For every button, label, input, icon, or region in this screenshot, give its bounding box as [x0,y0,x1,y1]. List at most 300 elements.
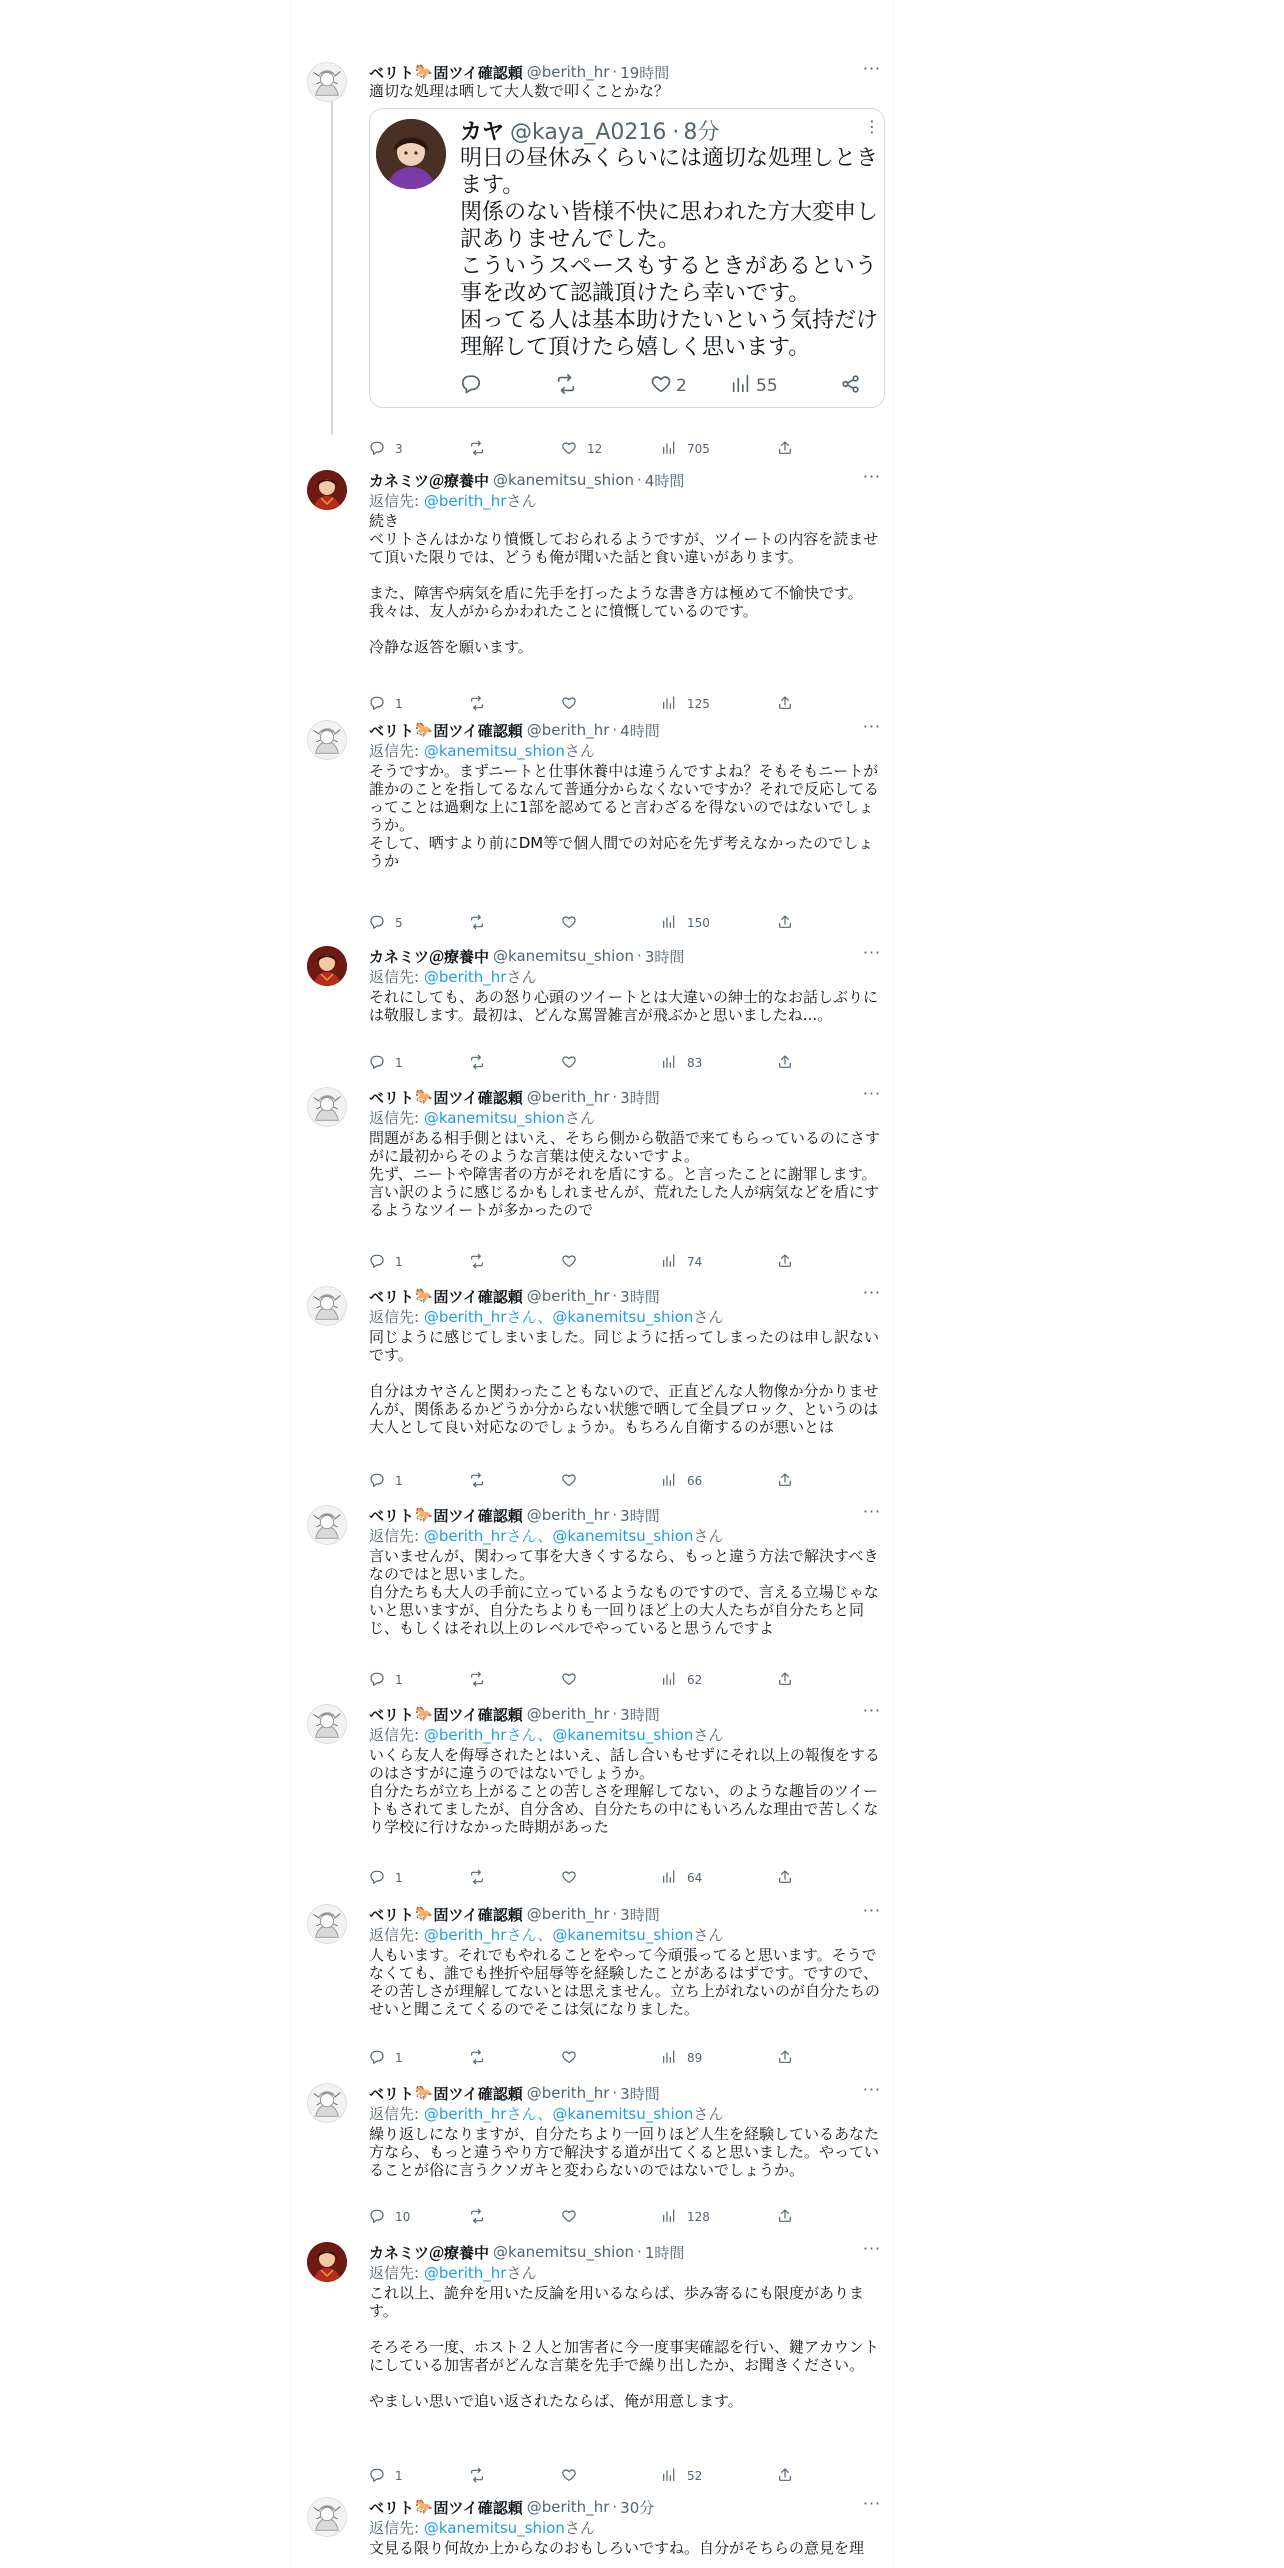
avatar[interactable] [307,470,347,510]
tweet-header [369,1904,885,1924]
user-handle[interactable]: @berith_hr [526,2084,610,2102]
share-icon [777,1671,793,1690]
share-button[interactable] [777,695,793,713]
display-name[interactable]: ベリト [369,63,415,82]
tweet-text [369,2539,881,2557]
retweet-button[interactable] [469,2049,495,2067]
views-icon [661,1054,677,1073]
more-icon[interactable]: ··· [862,467,882,486]
reply-button[interactable] [369,1472,403,1490]
tweet-text-line: 先ず、ニートや障害者の方がそれを盾にする。と言ったことに謝罪します。言い訳のように感じるかもしれませんが、荒れたした人が病気などを盾にするようなツイートが多かったので [369,1165,880,1219]
reply-to-suffix: さん [506,492,537,510]
views-button[interactable] [661,695,710,713]
retweet-button[interactable] [469,695,495,713]
display-name[interactable]: ベリト [369,1905,415,1924]
view-count: 705 [687,442,710,456]
reply-button[interactable] [369,440,403,458]
views-icon [661,2208,677,2227]
tweet-text [369,1946,881,2018]
like-button[interactable] [561,1869,587,1887]
display-name[interactable]: ベリト [369,1705,415,1724]
more-icon[interactable]: ··· [862,2080,882,2099]
user-handle[interactable]: @berith_hr [526,2498,610,2516]
separator-dot: · [612,1705,618,1723]
reply-to-mention[interactable]: @kanemitsu_shion [423,1109,565,1127]
user-handle[interactable]: @berith_hr [526,1905,610,1923]
like-icon [561,1472,577,1491]
timestamp[interactable]: 3時間 [620,1905,660,1924]
tweet[interactable] [291,1283,895,1488]
avatar[interactable] [307,2083,347,2123]
like-icon [561,2049,577,2068]
tweet-text [369,1328,881,1436]
tweet-actions [369,2208,809,2226]
timestamp[interactable]: 3時間 [620,2084,660,2103]
display-name-suffix[interactable]: 固ツイ確認頼 [433,1705,523,1724]
timestamp[interactable]: 4時間 [644,471,685,490]
view-count: 128 [687,2210,710,2224]
tweet-header [369,470,885,490]
share-icon [777,2208,793,2227]
tweet-text-line: そうですか。まずニートと仕事休養中は違うんですよね？そもそもニートが誰かのことを指してるなんて普通分からなくないですか？それで反応してるってことは過剰な上に1部を認めてると言わざるを得ないのではないでしょうか。 [369,762,880,834]
views-icon [661,440,677,459]
display-name[interactable]: カヤ [460,120,505,145]
tweet-text-line: 人もいます。それでもやれることをやって今頑張ってると思います。そうでなくても、誰でも挫折や屈辱等を経験したことがあるはずです。ですので、その苦しさが理解してないとは思えません。立ち上がれないのが自分たちのせいと聞こえてくるのでそこは気になりました。 [369,1946,880,2018]
tweet-text-line: 言いませんが、関わって事を大きくするなら、もっと違う方法で解決すべきなのではと思いました。 [369,1547,879,1583]
reply-to-mention[interactable]: @kanemitsu_shion [423,742,565,760]
reply-icon [369,2467,385,2486]
view-count: 74 [687,1255,703,1269]
display-name-suffix[interactable]: 固ツイ確認頼 [433,1287,523,1306]
retweet-icon [469,1869,485,1888]
tweet-text-line: 自分たちが立ち上がることの苦しさを理解してない、のような趣旨のツイートもされてましたが、自分含め、自分たちの中にもいろんな理由で苦しくなり学校に行けなかった時期があった [369,1782,879,1836]
share-button[interactable] [777,1671,793,1689]
more-icon[interactable]: ··· [862,943,882,962]
reply-to-mention[interactable]: @berith_hr [423,968,507,986]
tweet-text-line: 自分たちも大人の手前に立っているようなものですので、言える立場じゃないと思いますが、自分たちよりも一回りほど上の大人たちが自分たちと同じ、もしくはそれ以上のレベルでやっていると思うんですよ [369,1583,879,1637]
reply-to-mention[interactable]: @berith_hrさん、@kanemitsu_shion [423,1308,694,1326]
avatar[interactable] [307,1286,347,1326]
views-button[interactable] [661,914,710,932]
timestamp[interactable]: 19時間 [620,63,670,82]
tweet-text-line [369,620,881,638]
tweet-header [369,2497,885,2517]
user-handle[interactable]: @kanemitsu_shion [493,2243,635,2261]
reply-to-suffix: さん [564,2519,595,2537]
tweet-actions [369,1054,809,1072]
horse-emoji: 🐎 [415,1906,433,1922]
retweet-button[interactable] [469,1671,495,1689]
reply-count: 1 [395,1673,403,1687]
reply-icon [369,2049,385,2068]
reply-to-prefix: 返信先: [369,2105,424,2123]
share-button[interactable] [777,2049,793,2067]
tweet-text-line: やましい思いで追い返されたならば、俺が用意します。 [369,2392,743,2410]
like-icon [561,2208,577,2227]
more-icon[interactable]: ··· [862,2494,882,2513]
avatar[interactable] [307,2497,347,2537]
tweet[interactable] [291,2080,895,2224]
views-icon [661,2049,677,2068]
retweet-icon [469,695,485,714]
tweet-text-line: 関係のない皆様不快に思われた方大変申し訳ありませんでした。 [460,200,879,252]
tweet[interactable] [291,467,895,711]
reply-button[interactable] [369,2467,403,2485]
views-button[interactable] [661,440,710,458]
tweet-header [369,720,885,740]
retweet-button[interactable] [469,2467,495,2485]
timestamp[interactable]: 4時間 [620,721,660,740]
horse-emoji: 🐎 [415,64,433,80]
reply-to-mention[interactable]: @berith_hr [423,2264,507,2282]
reply-to [369,2262,537,2283]
tweet-actions [369,2467,809,2485]
quoted-tweet-header [460,115,719,146]
share-button[interactable] [777,2467,793,2485]
tweet[interactable] [291,1901,895,2065]
avatar[interactable] [307,2242,347,2282]
avatar[interactable] [307,1704,347,1744]
display-name-suffix[interactable]: 固ツイ確認頼 [433,2084,523,2103]
tweet-header [369,2083,885,2103]
display-name-suffix[interactable]: 固ツイ確認頼 [433,1905,523,1924]
display-name[interactable]: カネミツ＠療養中 [369,2243,490,2262]
reply-to-prefix: 返信先: [369,968,424,986]
display-name[interactable]: カネミツ＠療養中 [369,471,490,490]
tweet-text-line: それにしても、あの怒り心頭のツイートとは大違いの紳士的なお話しぶりには敬服します。最初は、どんな罵詈雑言が飛ぶかと思いましたね...。 [369,988,878,1024]
avatar[interactable] [307,720,347,760]
user-handle[interactable]: @kaya_A0216 [510,120,667,145]
reply-icon [369,695,385,714]
timestamp[interactable]: 3時間 [620,1287,660,1306]
user-handle[interactable]: @berith_hr [526,1287,610,1305]
reply-to-prefix: 返信先: [369,2519,424,2537]
more-icon[interactable]: ··· [862,1901,882,1920]
tweet[interactable] [291,717,895,930]
share-icon [777,1054,793,1073]
timestamp[interactable]: 3時間 [644,947,685,966]
thread-line [331,85,333,435]
reply-button[interactable] [369,695,403,713]
views-button[interactable] [661,1253,702,1271]
retweet-icon [469,2208,485,2227]
tweet-text-line: また、障害や病気を盾に先手を打ったような書き方は極めて不愉快です。我々は、友人がからかわれたことに憤慨しているのです。 [369,584,863,620]
like-button[interactable] [561,695,587,713]
like-count: 12 [587,442,603,456]
display-name-suffix[interactable]: 固ツイ確認頼 [433,721,523,740]
reply-count: 10 [395,2210,411,2224]
user-handle[interactable]: @kanemitsu_shion [493,947,635,965]
like-icon [561,440,577,459]
retweet-icon [469,914,485,933]
retweet-button[interactable] [469,2208,495,2226]
reply-to-mention[interactable]: @kanemitsu_shion [423,2519,565,2537]
reply-button[interactable] [369,1671,403,1689]
retweet-button[interactable] [469,1472,495,1490]
avatar[interactable] [307,62,347,102]
reply-to-mention[interactable]: @berith_hrさん、@kanemitsu_shion [423,1527,694,1545]
tweet-text-line: そろそろ一度、ホスト２人と加害者に今一度事実確認を行い、鍵アカウントにしている加害者がどんな言葉を先手で繰り出したか、お聞きください。 [369,2338,879,2374]
reply-to [369,2517,595,2538]
avatar[interactable] [307,1505,347,1545]
reply-to-prefix: 返信先: [369,2264,424,2282]
like-button[interactable] [561,1671,587,1689]
tweet-text-line: そして、晒すより前にDM等で個人間での対応を先ず考えなかったのでしょうか [369,834,874,870]
tweet-text [369,988,881,1024]
reply-to-mention[interactable]: @berith_hrさん、@kanemitsu_shion [423,1726,694,1744]
tweet[interactable] [291,1084,895,1269]
reply-count: 1 [395,1474,403,1488]
share-icon [840,373,862,400]
reply-button[interactable] [369,1869,403,1887]
views-button[interactable] [730,377,778,395]
like-icon [561,1671,577,1690]
reply-button[interactable] [369,2208,410,2226]
display-name-suffix[interactable]: 固ツイ確認頼 [433,1506,523,1525]
display-name-suffix[interactable]: 固ツイ確認頼 [433,63,523,82]
separator-dot: · [612,63,618,81]
like-button[interactable] [650,377,687,395]
views-icon [661,1253,677,1272]
reply-to-suffix: さん [564,742,595,760]
views-icon [661,2467,677,2486]
tweet-actions [369,1671,809,1689]
more-icon[interactable]: ⋮ [864,117,880,136]
retweet-icon [469,1671,485,1690]
tweet-actions [369,1472,809,1490]
display-name[interactable]: カネミツ＠療養中 [369,947,490,966]
display-name[interactable]: ベリト [369,2084,415,2103]
horse-emoji: 🐎 [415,1288,433,1304]
tweet-header [369,1505,885,1525]
display-name[interactable]: ベリト [369,1287,415,1306]
tweet[interactable] [291,943,895,1070]
reply-to-mention[interactable]: @berith_hrさん、@kanemitsu_shion [423,1926,694,1944]
timestamp[interactable]: 3時間 [620,1705,660,1724]
display-name[interactable]: ベリト [369,1088,415,1107]
view-count: 52 [687,2469,703,2483]
reply-icon [369,1472,385,1491]
like-button[interactable] [561,2208,587,2226]
more-icon[interactable]: ··· [862,2239,882,2258]
more-icon[interactable]: ··· [862,1283,882,1302]
separator-dot: · [612,721,618,739]
reply-button[interactable] [369,2049,403,2067]
tweet-text [369,2284,881,2410]
reply-icon [460,373,482,400]
reply-icon [369,440,385,459]
reply-icon [369,1054,385,1073]
tweet-text-line: 自分はカヤさんと関わったこともないので、正直どんな人物像か分かりませんが、関係あるかどうか分からない状態で晒して全員ブロック、というのは大人として良い対応なのでしょうか。もちろん自衛するのが悪いとは [369,1382,879,1436]
like-button[interactable] [561,2467,587,2485]
retweet-button[interactable] [469,914,495,932]
reply-to-prefix: 返信先: [369,1527,424,1545]
tweet[interactable] [291,59,895,456]
separator-dot: · [637,471,642,489]
tweet-text-line: いくら友人を侮辱されたとはいえ、話し合いもせずにそれ以上の報復をするのはさすがに違うのではないでしょうか。 [369,1746,880,1782]
display-name-suffix[interactable]: 固ツイ確認頼 [433,2498,523,2517]
separator-dot: · [612,1088,618,1106]
retweet-button[interactable] [469,1869,495,1887]
views-button[interactable] [661,2467,702,2485]
tweet-text-line: 文見る限り何故か上からなのおもしろいですね。自分がそちらの意見を理 [369,2539,865,2557]
reply-button[interactable] [369,1054,403,1072]
share-icon [777,914,793,933]
views-button[interactable] [661,2049,702,2067]
user-handle[interactable]: @berith_hr [526,721,610,739]
reply-button[interactable] [369,914,403,932]
tweet-actions [369,440,809,458]
horse-emoji: 🐎 [415,2085,433,2101]
retweet-button[interactable] [469,1253,495,1271]
share-button[interactable] [840,377,862,395]
share-button[interactable] [777,1869,793,1887]
reply-icon [369,1671,385,1690]
timestamp[interactable]: 3時間 [620,1088,660,1107]
views-icon [661,1869,677,1888]
more-icon[interactable]: ··· [862,1084,882,1103]
tweet[interactable] [291,2239,895,2483]
tweet-text-line [369,566,881,584]
share-icon [777,1253,793,1272]
reply-to-mention[interactable]: @berith_hr [423,492,507,510]
avatar[interactable] [376,119,446,189]
reply-to-suffix: さん [506,968,537,986]
view-count: 62 [687,1673,703,1687]
user-handle[interactable]: @berith_hr [526,1705,610,1723]
share-button[interactable] [777,1472,793,1490]
timestamp[interactable]: 1時間 [644,2243,685,2262]
horse-emoji: 🐎 [415,1507,433,1523]
retweet-icon [555,373,577,400]
quoted-tweet-actions [460,377,870,401]
view-count: 66 [687,1474,703,1488]
user-handle[interactable]: @berith_hr [526,63,610,81]
tweet-text [369,2125,881,2179]
share-button[interactable] [777,1253,793,1271]
more-icon[interactable]: ··· [862,1502,882,1521]
separator-dot: · [612,1905,618,1923]
separator-dot: · [637,947,642,965]
timestamp[interactable]: 3時間 [620,1506,660,1525]
tweet-text [369,762,881,870]
reply-icon [369,1869,385,1888]
reply-to-mention[interactable]: @berith_hrさん、@kanemitsu_shion [423,2105,694,2123]
user-handle[interactable]: @kanemitsu_shion [493,471,635,489]
tweet-text-line [369,2320,881,2338]
retweet-button[interactable] [469,1054,495,1072]
view-count: 55 [756,376,778,396]
tweet-text-line [369,1364,881,1382]
user-handle[interactable]: @berith_hr [526,1506,610,1524]
reply-to-prefix: 返信先: [369,1926,424,1944]
views-button[interactable] [661,1472,702,1490]
like-button[interactable] [561,914,587,932]
tweet-text-line: 適切な処理は晒して大人数で叩くことかな？ [369,82,670,100]
retweet-icon [469,440,485,459]
avatar[interactable] [307,1087,347,1127]
avatar[interactable] [307,1904,347,1944]
views-button[interactable] [661,1869,702,1887]
user-handle[interactable]: @berith_hr [526,1088,610,1106]
tweet-actions [369,914,809,932]
reply-to [369,1724,723,1745]
horse-emoji: 🐎 [415,722,433,738]
horse-emoji: 🐎 [415,2499,433,2515]
tweet-text-line: 明日の昼休みくらいには適切な処理しときます。 [460,146,879,198]
share-button[interactable] [777,914,793,932]
tweet[interactable] [291,1701,895,1885]
more-icon[interactable]: ··· [862,717,882,736]
view-count: 89 [687,2051,703,2065]
reply-to-suffix: さん [693,2105,724,2123]
share-button[interactable] [777,1054,793,1072]
tweet-header [369,1087,885,1107]
retweet-icon [469,1253,485,1272]
reply-button[interactable] [369,1253,403,1271]
share-icon [777,440,793,459]
like-button[interactable] [561,2049,587,2067]
reply-count: 5 [395,916,403,930]
tweet-header [369,1704,885,1724]
view-count: 150 [687,916,710,930]
reply-to [369,1924,723,1945]
views-button[interactable] [661,1054,702,1072]
share-icon [777,695,793,714]
more-icon[interactable]: ··· [862,1701,882,1720]
share-button[interactable] [777,440,793,458]
reply-icon [369,1253,385,1272]
reply-button[interactable] [460,377,482,395]
like-button[interactable] [561,1472,587,1490]
display-name[interactable]: ベリト [369,1506,415,1525]
quoted-tweet[interactable] [369,108,885,408]
tweet-header [369,2242,885,2262]
timestamp[interactable]: 30分 [620,2498,655,2517]
reply-count: 1 [395,1255,403,1269]
reply-count: 3 [395,442,403,456]
tweet[interactable] [291,2494,895,2557]
display-name-suffix[interactable]: 固ツイ確認頼 [433,1088,523,1107]
like-button[interactable] [561,1054,587,1072]
like-button[interactable] [561,1253,587,1271]
share-button[interactable] [777,2208,793,2226]
avatar[interactable] [307,946,347,986]
more-icon[interactable]: ··· [862,59,882,78]
separator-dot: · [612,2498,618,2516]
retweet-button[interactable] [469,440,495,458]
display-name[interactable]: ベリト [369,2498,415,2517]
reply-to-suffix: さん [693,1308,724,1326]
views-button[interactable] [661,2208,710,2226]
tweet[interactable] [291,1502,895,1687]
reply-icon [369,2208,385,2227]
timestamp[interactable]: 8分 [683,120,720,145]
reply-to [369,1306,723,1327]
tweet-text [369,1129,881,1219]
display-name[interactable]: ベリト [369,721,415,740]
tweet-text-line: 冷静な返答を願います。 [369,638,533,656]
tweet-actions [369,1869,809,1887]
view-count: 125 [687,697,710,711]
views-button[interactable] [661,1671,702,1689]
retweet-icon [469,2467,485,2486]
retweet-button[interactable] [555,377,577,395]
reply-to-suffix: さん [693,1726,724,1744]
reply-to-suffix: さん [693,1926,724,1944]
like-button[interactable] [561,440,602,458]
share-icon [777,1869,793,1888]
